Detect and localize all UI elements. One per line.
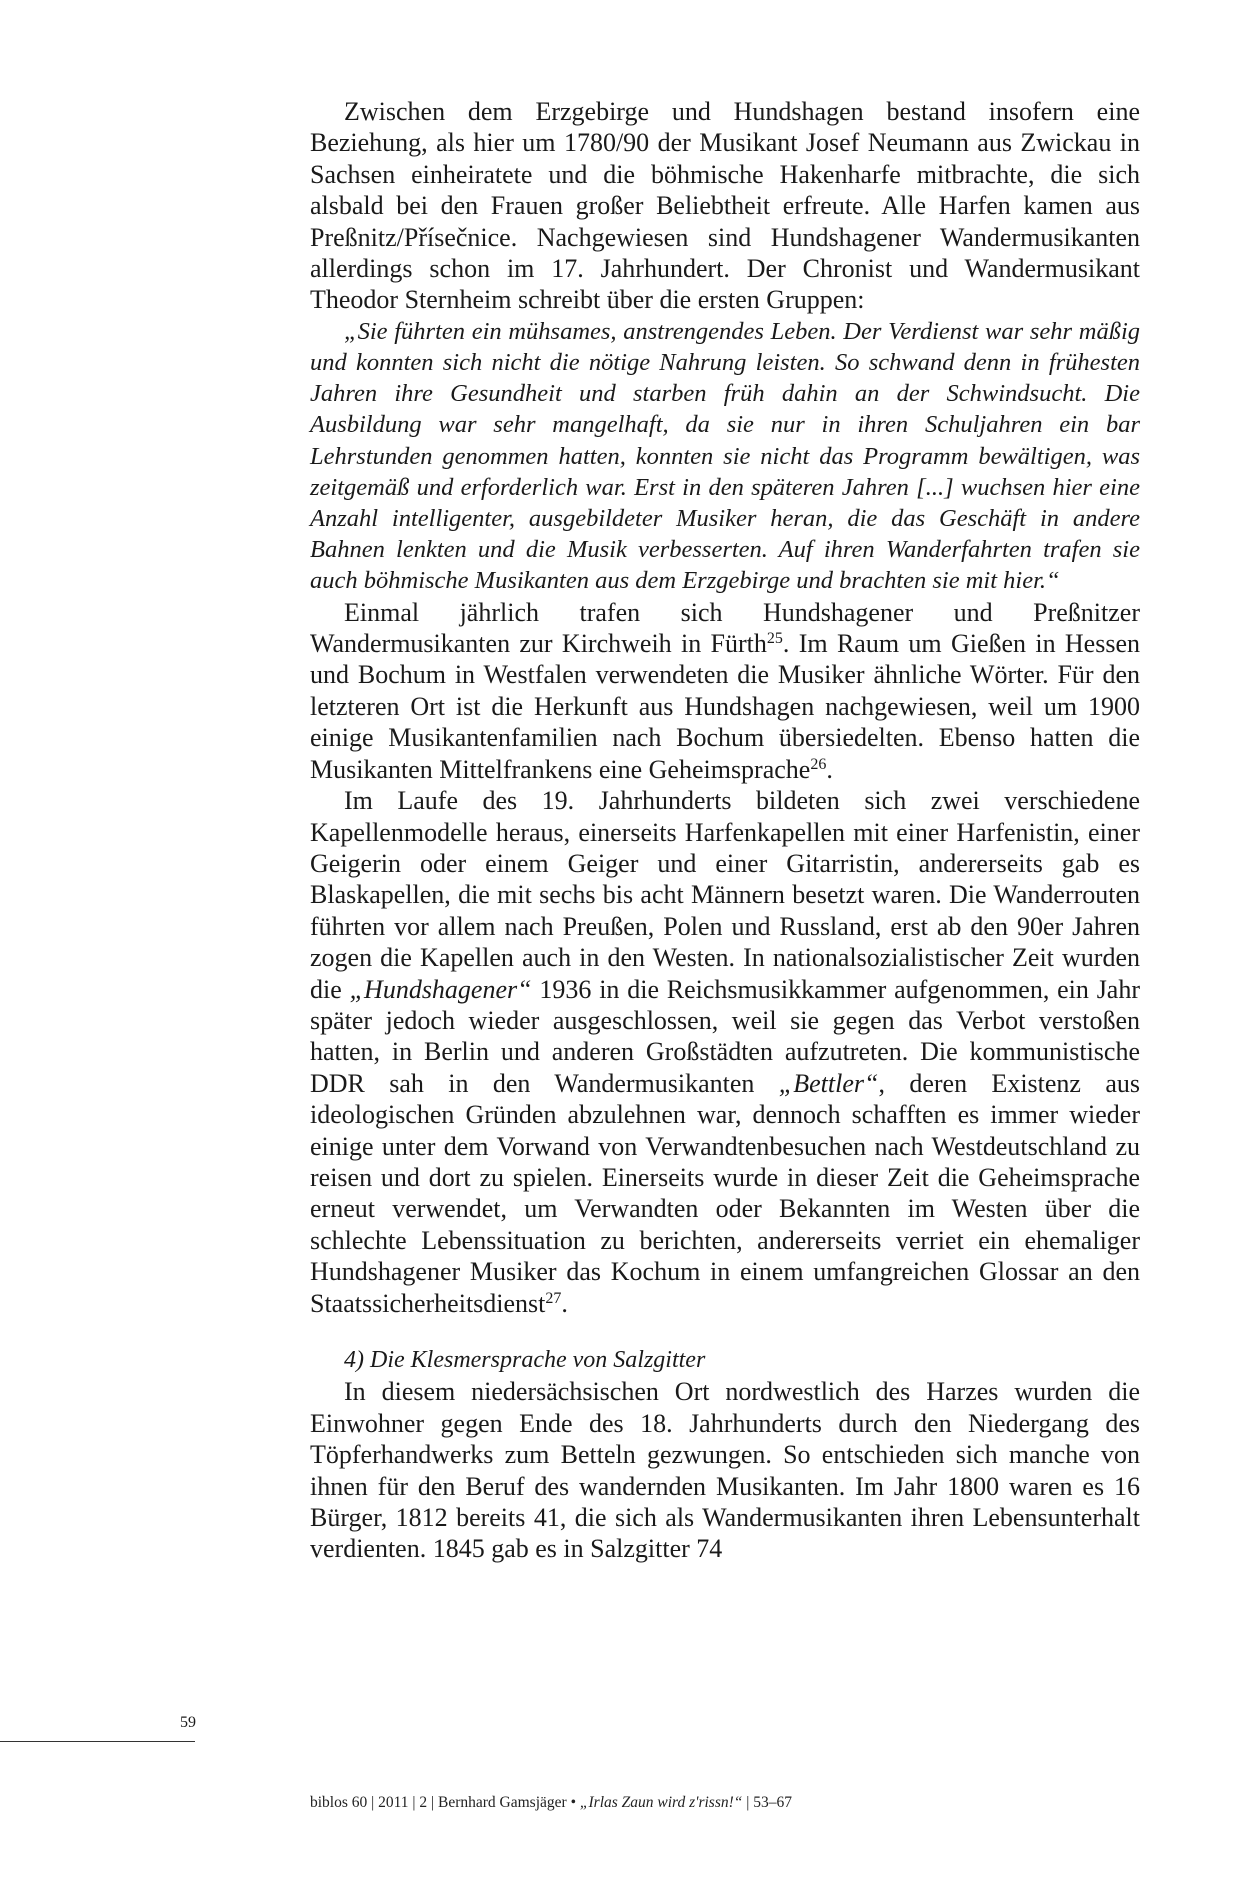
paragraph-2-text-a: Einmal jährlich trafen sich Hundshagener und Preßnitzer Wandermusikanten zur Kirchweih in Fürth (310, 597, 1140, 659)
paragraph-3-emphasis-1: „Hundshagener“ (349, 974, 532, 1004)
paragraph-3-text-d: . (561, 1288, 568, 1318)
paragraph-1 (310, 96, 1140, 316)
paragraph-1-text: Zwischen dem Erzgebirge und Hundshagen bestand insofern eine Beziehung, als hier um 1780/90 der Musikant Josef Neumann aus Zwickau in Sachsen einheiratete und die böhmische Hakenharfe mitbrachte, die sich alsbald bei den Frauen großer Beliebtheit erfreute. Alle Harfen kamen aus Preßnitz/Přísečnice. Nachgewiesen sind Hundshagener Wandermusikanten allerdings schon im 17. Jahrhundert. Der Chronist und Wandermusikant Theodor Sternheim schreibt über die ersten Gruppen: (310, 97, 1140, 315)
page-number-rule (0, 1741, 195, 1742)
running-footer (310, 1794, 792, 1812)
paragraph-4 (310, 1376, 1140, 1564)
paragraph-2-text-b: . Im Raum um Gießen in Hessen und Bochum in Westfalen verwendeten die Musiker ähnliche Wörter. Für den letzteren Ort ist die Herkunft aus Hundshagen nachgewiesen, weil um 1900 einige Musikantenfamilien nach Bochum übersiedelten. Ebenso hatten die Musikanten Mittelfrankens eine Geheimsprache (310, 629, 1141, 784)
footer-title: „Irlas Zaun wird z'rissn!“ (579, 1794, 743, 1811)
block-quote (310, 316, 1140, 597)
paragraph-3-text-a: Im Laufe des 19. Jahrhunderts bildeten sich zwei verschiedene Kapellenmodelle heraus, einerseits Harfenkapellen mit einer Harfenistin, einer Geigerin oder einem Geiger und einer Gitarristin, andererseits gab es Blaskapellen, die mit sechs bis acht Männern besetzt waren. Die Wanderrouten führten vor allem nach Preußen, Polen und Russland, erst ab den 90er Jahren zogen die Kapellen auch in den Westen. In nationalsozialistischer Zeit wurden die (310, 786, 1140, 1004)
paragraph-3 (310, 785, 1140, 1319)
footnote-ref-26[interactable]: 26 (810, 755, 827, 773)
section-heading: 4) Die Klesmersprache von Salzgitter (344, 1347, 706, 1374)
paragraph-2-text-c: . (826, 754, 833, 784)
footer-suffix: | 53–67 (742, 1794, 793, 1811)
footnote-ref-27[interactable]: 27 (545, 1289, 562, 1307)
paragraph-4-text: In diesem niedersächsischen Ort nordwestlich des Harzes wurden die Einwohner gegen Ende des 18. Jahrhunderts durch den Niedergang des Töpferhandwerks zum Betteln gezwungen. So entschieden sich manche von ihnen für den Beruf des wandernden Musikanten. Im Jahr 1800 waren es 16 Bürger, 1812 bereits 41, die sich als Wandermusikanten ihren Lebensunterhalt verdienten. 1845 gab es in Salzgitter 74 (310, 1377, 1140, 1564)
footer-prefix: biblos 60 | 2011 | 2 | Bernhard Gamsjäger • (310, 1794, 580, 1811)
main-text (310, 96, 1140, 1565)
paragraph-2 (310, 597, 1140, 785)
page-number: 59 (180, 1714, 196, 1731)
paragraph-3-emphasis-2: „Bettler“ (778, 1068, 879, 1098)
paragraph-3-text-b: 1936 in die Reichsmusikkammer aufgenommen, ein Jahr später jedoch wieder ausgeschlossen, weil sie gegen das Verbot verstoßen hatten, in Berlin und anderen Großstädten aufzutreten. Die kommunistische DDR sah in den Wandermusikanten (310, 974, 1141, 1098)
paragraph-3-text-c: , deren Existenz aus ideologischen Gründen abzulehnen war, dennoch schafften es immer wieder einige unter dem Vorwand von Verwandtenbesuchen nach Westdeutschland zu reisen und dort zu spielen. Einerseits wurde in dieser Zeit die Geheimsprache erneut verwendet, um Verwandten oder Bekannten im Westen über die schlechte Lebenssituation zu berichten, andererseits verriet ein ehemaliger Hundshagener Musiker das Kochum in einem umfangreichen Glossar an den Staatssicherheitsdienst (310, 1068, 1140, 1318)
quote-text: „Sie führten ein mühsames, anstrengendes Leben. Der Verdienst war sehr mäßig und konnten sich nicht die nötige Nahrung leisten. So schwand denn in frühesten Jahren ihre Gesundheit und starben früh dahin an der Schwindsucht. Die Ausbildung war sehr mangelhaft, da sie nur in ihren Schuljahren ein bar Lehrstunden genommen hatten, konnten sie nicht das Programm bewältigen, was zeitgemäß und erforderlich war. Erst in den späteren Jahren [...] wuchsen hier eine Anzahl intelligenter, ausgebildeter Musiker heran, die das Geschäft in andere Bahnen lenkten und die Musik verbesserten. Auf ihren Wanderfahrten trafen sie auch böhmische Musikanten aus dem Erzgebirge und brachten sie mit hier.“ (310, 317, 1140, 595)
footnote-ref-25[interactable]: 25 (766, 630, 783, 648)
